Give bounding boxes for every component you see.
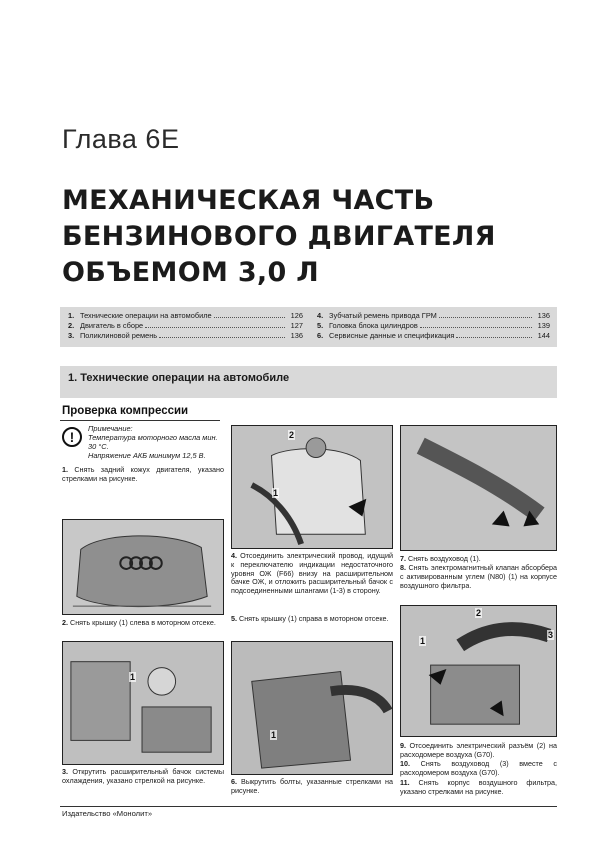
step-text: Отсоединить электрический разъём (2) на расходомере воздуха (G70). bbox=[400, 741, 557, 759]
step-2 bbox=[62, 619, 224, 628]
toc-item[interactable] bbox=[317, 321, 550, 331]
toc-leader bbox=[439, 311, 532, 318]
toc-item[interactable] bbox=[317, 311, 550, 321]
footer-divider bbox=[60, 806, 557, 807]
callout-label: 1 bbox=[271, 730, 277, 740]
toc-page: 136 bbox=[537, 311, 550, 320]
callout-label: 1 bbox=[130, 672, 136, 682]
toc-leader bbox=[145, 321, 285, 328]
subsection-underline bbox=[60, 420, 220, 421]
step-text: Снять крышку (1) слева в моторном отсеке. bbox=[70, 618, 216, 627]
step-number: 7. bbox=[400, 554, 406, 563]
exclamation-icon: ! bbox=[62, 427, 82, 447]
section-title: 1. Технические операции на автомобиле bbox=[68, 372, 290, 384]
toc-page: 144 bbox=[537, 331, 550, 340]
step-1 bbox=[62, 466, 224, 484]
step-number: 10. bbox=[400, 759, 410, 768]
toc-page: 136 bbox=[290, 331, 303, 340]
toc-left-column bbox=[68, 311, 303, 341]
publisher-footer: Издательство «Монолит» bbox=[62, 809, 153, 818]
title-line-1: МЕХАНИЧЕСКАЯ ЧАСТЬ bbox=[62, 185, 435, 216]
step-text: Снять корпус воздушного фильтра, указано стрелками на рисунке. bbox=[400, 778, 557, 796]
note-line-2: Напряжение АКБ минимум 12,5 В. bbox=[88, 451, 206, 460]
toc-number: 3. bbox=[68, 331, 75, 340]
toc-text: Сервисные данные и спецификация bbox=[329, 331, 455, 340]
note-line-1: Температура моторного масла мин. 30 °С. bbox=[88, 433, 218, 451]
table-of-contents bbox=[60, 307, 557, 347]
step-4 bbox=[231, 552, 393, 596]
toc-item[interactable] bbox=[68, 331, 303, 341]
step-3 bbox=[62, 768, 224, 786]
callout-label: 1 bbox=[273, 488, 279, 498]
subsection-title: Проверка компрессии bbox=[62, 405, 189, 417]
step-text: Снять воздуховод (3) вместе с расходомером воздуха (G70). bbox=[400, 759, 557, 777]
section-header bbox=[60, 366, 557, 398]
photo-engine-cover bbox=[62, 519, 224, 615]
step-text: Отсоединить электрический провод, идущий к переключателю индикации недостаточного уровня ОЖ (F66) внизу на расширительном бачке ОЖ, и отложить расширительный бачок с подсоединенными шлангами (1-3) в сторону. bbox=[231, 551, 393, 596]
step-text: Открутить расширительный бачок системы охлаждения, указано стрелкой на рисунке. bbox=[62, 767, 224, 785]
engine-cover-illustration bbox=[63, 520, 223, 614]
callout-label: 1 bbox=[420, 636, 426, 646]
step-8 bbox=[400, 564, 557, 590]
toc-page: 127 bbox=[290, 321, 303, 330]
toc-leader bbox=[159, 331, 285, 338]
step-number: 1. bbox=[62, 465, 68, 474]
callout-label: 2 bbox=[476, 608, 482, 618]
chapter-label: Глава 6Е bbox=[62, 124, 180, 154]
step-number: 9. bbox=[400, 741, 406, 750]
step-text: Снять электромагнитный клапан абсорбера с активированным углем (N80) (1) на корпусе воздушного фильтра. bbox=[400, 563, 557, 590]
toc-leader bbox=[214, 311, 285, 318]
photo-air-duct bbox=[400, 425, 557, 551]
step-number: 3. bbox=[62, 767, 68, 776]
step-number: 8. bbox=[400, 563, 406, 572]
left-engine-bay-illustration bbox=[63, 642, 223, 764]
toc-page: 126 bbox=[290, 311, 303, 320]
step-number: 4. bbox=[231, 551, 237, 560]
right-engine-bay-illustration bbox=[232, 642, 392, 774]
step-text: Снять задний кожух двигателя, указано стрелками на рисунке. bbox=[62, 465, 224, 483]
photo-expansion-tank bbox=[231, 425, 393, 549]
step-11 bbox=[400, 779, 557, 797]
toc-number: 5. bbox=[317, 321, 324, 330]
toc-item[interactable] bbox=[68, 321, 303, 331]
photo-air-filter bbox=[400, 605, 557, 737]
step-number: 6. bbox=[231, 777, 237, 786]
toc-text: Технические операции на автомобиле bbox=[80, 311, 212, 320]
note-block bbox=[88, 424, 226, 460]
toc-page: 139 bbox=[537, 321, 550, 330]
toc-number: 2. bbox=[68, 321, 75, 330]
toc-item[interactable] bbox=[317, 331, 550, 341]
toc-right-column bbox=[317, 311, 550, 341]
toc-text: Поликлиновой ремень bbox=[80, 331, 158, 340]
callout-label: 3 bbox=[548, 630, 554, 640]
toc-text: Головка блока цилиндров bbox=[329, 321, 418, 330]
air-duct-illustration bbox=[401, 426, 556, 550]
toc-text: Зубчатый ремень привода ГРМ bbox=[329, 311, 437, 320]
step-5 bbox=[231, 615, 393, 624]
step-9 bbox=[400, 742, 557, 760]
air-filter-illustration bbox=[401, 606, 556, 736]
expansion-tank-illustration bbox=[232, 426, 392, 548]
step-6 bbox=[231, 778, 393, 796]
step-text: Выкрутить болты, указанные стрелками на рисунке. bbox=[231, 777, 394, 795]
callout-label: 2 bbox=[289, 430, 295, 440]
toc-text: Двигатель в сборе bbox=[80, 321, 144, 330]
photo-right-cover bbox=[231, 641, 393, 775]
toc-leader bbox=[456, 331, 532, 338]
toc-leader bbox=[420, 321, 532, 328]
toc-item[interactable] bbox=[68, 311, 303, 321]
step-number: 2. bbox=[62, 618, 68, 627]
note-label: Примечание: bbox=[88, 424, 133, 433]
photo-left-cover bbox=[62, 641, 224, 765]
title-line-2: БЕНЗИНОВОГО ДВИГАТЕЛЯ bbox=[62, 221, 496, 252]
toc-number: 6. bbox=[317, 331, 324, 340]
step-text: Снять крышку (1) справа в моторном отсеке. bbox=[239, 614, 389, 623]
step-number: 11. bbox=[400, 778, 410, 787]
title-line-3: ОБЪЕМОМ 3,0 Л bbox=[62, 257, 319, 288]
step-10 bbox=[400, 760, 557, 778]
step-number: 5. bbox=[231, 614, 237, 623]
step-text: Снять воздуховод (1). bbox=[408, 554, 481, 563]
toc-number: 1. bbox=[68, 311, 75, 320]
toc-number: 4. bbox=[317, 311, 324, 320]
page-title bbox=[62, 183, 542, 291]
